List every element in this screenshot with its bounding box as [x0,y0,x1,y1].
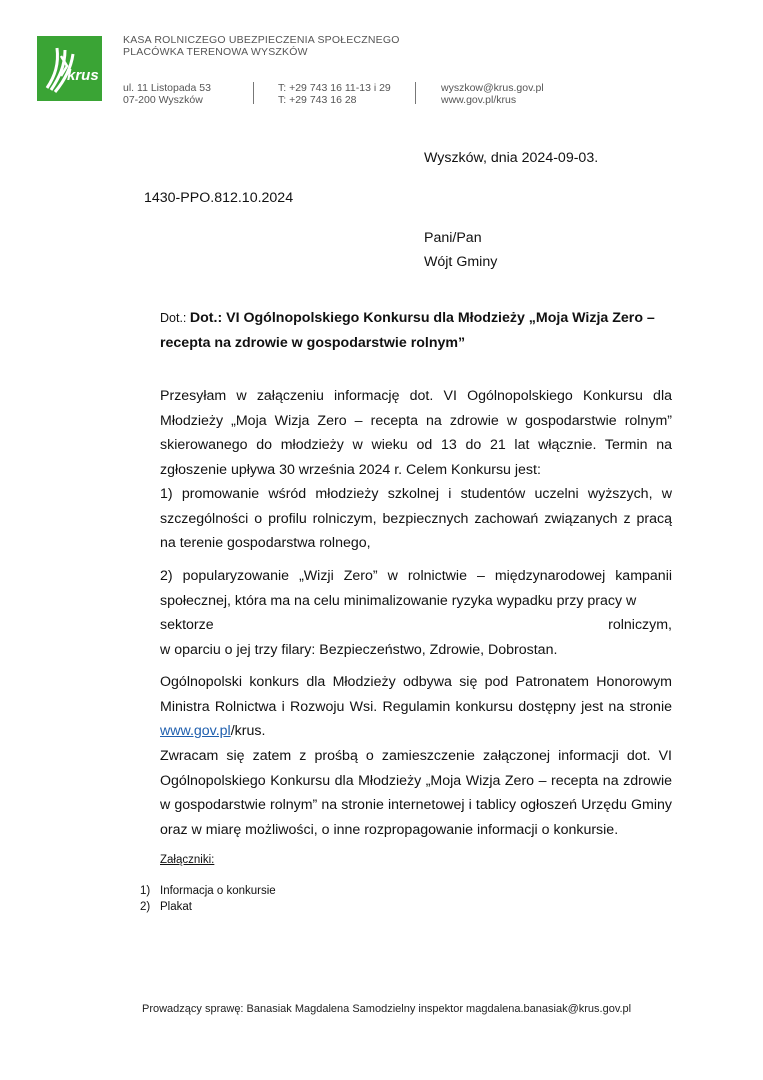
paragraph-goal-1: 1) promowanie wśród młodzieży szkolnej i studentów uczelni wyższych, w szczególności o profilu rolniczym, bezpiecznych zachowań związanych z pracą na terenie gospodarstwa rolnego, [160,486,672,551]
paragraph-request: Zwracam się zatem z prośbą o zamieszczenie załączonej informacji dot. VI Ogólnopolskiego Konkursu dla Młodzieży „Moja Wizja Zero – recepta na zdrowie w gospodarstwie rolnym” na stronie internetowej i tablicy ogłoszeń Urzędu Gminy oraz w miarę możliwości, o inne rozpropagowanie informacji o konkursie. [160,748,672,838]
subject [160,306,675,355]
organization-name [123,34,400,58]
place-date: Wyszków, dnia 2024-09-03. [424,150,599,166]
address-line-2: 07-200 Wyszków [123,94,203,106]
attachment-text-2: Plakat [160,901,192,913]
org-line-1: KASA ROLNICZEGO UBEZPIECZENIA SPOŁECZNEGO [123,34,400,46]
email-link[interactable]: wyszkow@krus.gov.pl [441,82,544,94]
org-line-2: PLACÓWKA TERENOWA WYSZKÓW [123,46,308,58]
footer-contact: Prowadzący sprawę: Banasiak Magdalena Samodzielny inspektor magdalena.banasiak@krus.gov.pl [142,1003,632,1015]
reference-number: 1430-PPO.812.10.2024 [144,190,294,206]
goal-2-text: 2) popularyzowanie „Wizji Zero” w rolnictwie – międzynarodowej kampanii społecznej, która ma na celu minimalizowanie ryzyka wypadku przy pracy w [160,568,672,609]
paragraph-intro: Przesyłam w załączeniu informację dot. VI Ogólnopolskiego Konkursu dla Młodzieży „Moja Wizja Zero – recepta na zdrowie w gospodarstwie rolnym” skierowanego do młodzieży w wieku od 13 do 21 lat włącznie. Termin na zgłoszenie upływa 30 września 2024 r. Celem Konkursu jest: [160,388,672,478]
goal-2-pillars: w oparciu o jej trzy filary: Bezpieczeństwo, Zdrowie, Dobrostan. [160,641,558,658]
contact-block [441,82,544,106]
phone-block [278,82,391,106]
recipient-line-1: Pani/Pan [424,230,482,246]
regulations-link-suffix: /krus. [230,723,266,739]
attachment-num-1: 1) [140,885,151,897]
goal-2-sector: sektorze [160,617,214,633]
paragraph-goal-2 [160,564,672,662]
krus-logo-icon [37,36,102,101]
krus-logo [37,36,102,101]
header-divider-1 [253,82,254,104]
attachments-label: Załączniki: [160,854,215,866]
attachment-item-1 [140,883,276,899]
regulations-link[interactable]: www.gov.pl [160,723,231,739]
logo-text: krus [67,67,99,84]
subject-line-2: recepta na zdrowie w gospodarstwie rolnym” [160,334,466,351]
attachment-item-2 [140,899,192,915]
subject-prefix: Dot.: [160,311,190,325]
attachment-num-2: 2) [140,901,151,913]
paragraph-patronage [160,670,672,744]
phone-line-2: T: +29 743 16 28 [278,94,357,106]
goal-2-agricultural: rolniczym, [608,617,672,633]
phone-line-1: T: +29 743 16 11-13 i 29 [278,82,391,94]
subject-line-1: Dot.: VI Ogólnopolskiego Konkursu dla Młodzieży „Moja Wizja Zero – [189,310,655,326]
patronage-text: Ogólnopolski konkurs dla Młodzieży odbywa się pod Patronatem Honorowym Ministra Rolnictwa i Rozwoju Wsi. Regulamin konkursu dostępny jest na stronie [160,674,672,715]
attachment-text-1: Informacja o konkursie [160,885,276,897]
address-block [123,82,211,106]
website-link[interactable]: www.gov.pl/krus [441,94,517,106]
address-line-1: ul. 11 Listopada 53 [123,82,211,94]
recipient-line-2: Wójt Gminy [424,254,498,270]
goal-2-line [160,613,672,638]
header-divider-2 [415,82,416,104]
